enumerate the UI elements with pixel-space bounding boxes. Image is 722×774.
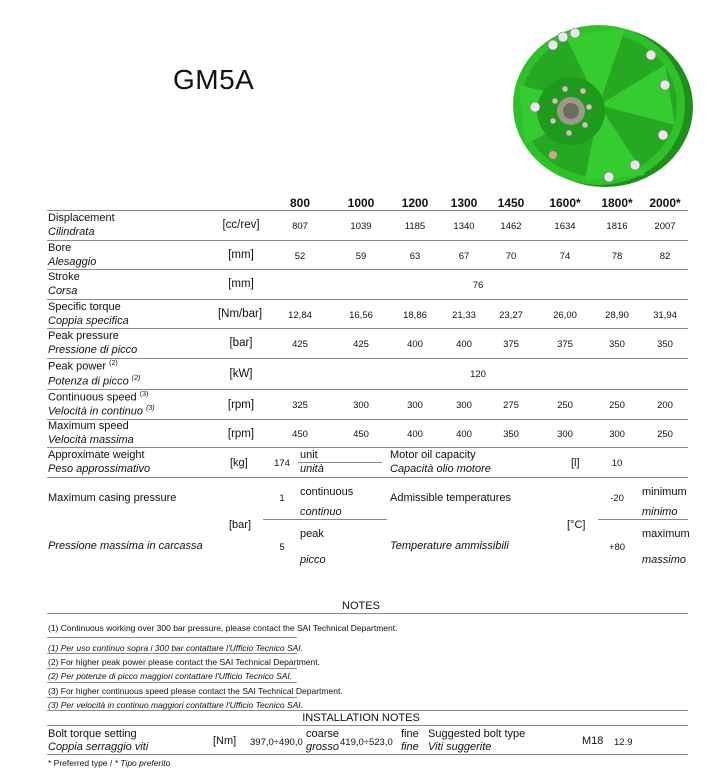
max-speed-value: 300 xyxy=(557,429,573,440)
specific-torque-value: 16,56 xyxy=(349,310,373,321)
specific-torque-label-it: Coppia specifica xyxy=(48,315,129,327)
row-divider xyxy=(47,328,688,329)
oil-label-it: Capacità olio motore xyxy=(390,463,491,475)
peak-power-label-it-text: Potenza di picco xyxy=(48,375,129,388)
row-divider xyxy=(47,358,688,359)
weight-label-it: Peso approssimativo xyxy=(48,463,151,475)
footnote xyxy=(48,758,170,768)
bore-value: 67 xyxy=(458,251,470,262)
specific-torque-unit: [Nm/bar] xyxy=(217,308,263,320)
casing-label-it: Pressione massima in carcassa xyxy=(48,540,203,552)
col-header-1200: 1200 xyxy=(401,196,429,210)
bolt-torque-label-it: Coppia serraggio viti xyxy=(48,741,149,753)
temps-label-it: Temperature ammissibili xyxy=(390,540,509,552)
col-header-1450: 1450 xyxy=(497,196,525,210)
coarse-label: coarse xyxy=(306,728,340,740)
bore-value: 59 xyxy=(355,251,367,262)
continuous-speed-label-it-text: Velocità in continuo xyxy=(48,405,143,418)
continuous-speed-note-ref-it: (3) xyxy=(146,405,155,412)
casing-value-1: 1 xyxy=(279,493,285,504)
row-divider xyxy=(47,447,688,448)
row-divider xyxy=(47,269,688,270)
displacement-value: 807 xyxy=(292,221,308,232)
col-header-1300: 1300 xyxy=(450,196,478,210)
note-1: (1) Continuous working over 300 bar pressure, please contact the SAI Technical Department. xyxy=(48,623,398,633)
continuous-speed-note-ref: (3) xyxy=(139,391,149,398)
displacement-label-it: Cilindrata xyxy=(48,226,95,238)
peak-power-unit: [kW] xyxy=(229,368,253,380)
max-speed-unit: [rpm] xyxy=(227,428,255,440)
displacement-value: 2007 xyxy=(654,221,676,232)
note-divider xyxy=(47,637,297,638)
specific-torque-value: 21,33 xyxy=(452,310,476,321)
peak-pressure-value: 425 xyxy=(292,339,308,350)
continuous-speed-value: 200 xyxy=(657,400,673,411)
col-header-1000: 1000 xyxy=(347,196,375,210)
max-speed-value: 450 xyxy=(292,429,308,440)
stroke-value: 76 xyxy=(472,280,484,291)
install-end-divider xyxy=(47,754,688,755)
peak-power-label xyxy=(48,360,118,373)
bore-label-it: Alesaggio xyxy=(48,256,97,268)
notes-title: NOTES xyxy=(342,600,380,612)
fine-label-it: fine xyxy=(401,741,419,753)
temps-value-1: -20 xyxy=(610,493,624,504)
bore-value: 74 xyxy=(559,251,571,262)
note-2-it: (2) Per potenze di picco maggiori contattare l'Ufficio Tecnico SAI. xyxy=(48,671,293,681)
install-divider xyxy=(47,725,688,726)
stroke-label-it: Corsa xyxy=(48,285,78,297)
coarse-value: 397,0÷490,0 xyxy=(250,737,303,748)
weight-unit-word-it: unità xyxy=(300,463,324,475)
casing-unit: [bar] xyxy=(229,519,252,531)
displacement-value: 1816 xyxy=(606,221,628,232)
oil-label: Motor oil capacity xyxy=(390,449,476,461)
bolt-type-label-it: Viti suggerite xyxy=(428,741,492,753)
bolt-grade-value: 12.9 xyxy=(614,737,633,748)
oil-value: 10 xyxy=(611,458,623,469)
oil-unit: [l] xyxy=(571,457,580,469)
col-header-1800: 1800* xyxy=(601,196,633,210)
peak-pressure-unit: [bar] xyxy=(229,337,253,349)
coarse-label-it: grosso xyxy=(306,741,340,753)
casing-type-1: continuous xyxy=(300,486,354,498)
max-speed-value: 350 xyxy=(503,429,519,440)
max-speed-value: 450 xyxy=(353,429,369,440)
continuous-speed-value: 300 xyxy=(407,400,423,411)
max-speed-label-it: Velocità massima xyxy=(48,434,134,446)
bolt-type-value: M18 xyxy=(582,735,604,747)
continuous-speed-value: 325 xyxy=(292,400,308,411)
max-speed-value: 400 xyxy=(407,429,423,440)
note-divider xyxy=(47,697,297,698)
col-header-1600: 1600* xyxy=(549,196,581,210)
displacement-value: 1462 xyxy=(500,221,522,232)
row-divider xyxy=(47,240,688,241)
col-header-2000: 2000* xyxy=(649,196,681,210)
motor-image xyxy=(505,15,695,190)
displacement-value: 1340 xyxy=(453,221,475,232)
header-divider xyxy=(47,210,688,211)
page-title: GM5A xyxy=(173,64,255,95)
displacement-value: 1634 xyxy=(554,221,576,232)
continuous-speed-label-text: Continuous speed xyxy=(48,391,137,404)
temps-label: Admissible temperatures xyxy=(390,492,512,504)
bore-unit: [mm] xyxy=(228,249,254,261)
fine-label: fine xyxy=(401,728,419,740)
footnote-en: * Preferred type / xyxy=(48,758,113,768)
peak-pressure-value: 350 xyxy=(609,339,625,350)
specific-torque-value: 28,90 xyxy=(605,310,629,321)
peak-power-label-text: Peak power xyxy=(48,360,107,373)
weight-unit-word: unit xyxy=(300,449,318,461)
bore-label: Bore xyxy=(48,242,72,254)
temps-type-2: maximum xyxy=(642,528,690,540)
row-divider xyxy=(47,299,688,300)
continuous-speed-value: 300 xyxy=(456,400,472,411)
casing-label: Maximum casing pressure xyxy=(48,492,177,504)
footnote-it: * Tipo preferito xyxy=(114,758,171,768)
specific-torque-value: 18,86 xyxy=(403,310,427,321)
bore-value: 52 xyxy=(294,251,306,262)
bore-value: 63 xyxy=(409,251,421,262)
casing-type-2-it: picco xyxy=(300,554,326,566)
specific-torque-value: 23,27 xyxy=(499,310,523,321)
stroke-label: Stroke xyxy=(48,271,80,283)
peak-pressure-value: 400 xyxy=(456,339,472,350)
peak-pressure-value: 375 xyxy=(557,339,573,350)
peak-power-label-it xyxy=(48,375,140,388)
temps-type-2-it: massimo xyxy=(642,554,687,566)
row-divider xyxy=(47,477,688,478)
displacement-unit: [cc/rev] xyxy=(222,219,260,231)
row-divider xyxy=(47,389,688,390)
casing-type-2: peak xyxy=(300,528,324,540)
temps-divider xyxy=(598,519,688,520)
weight-unit: [kg] xyxy=(230,457,248,469)
continuous-speed-label xyxy=(48,391,148,404)
row-divider xyxy=(47,419,688,420)
bolt-torque-label: Bolt torque setting xyxy=(48,728,137,740)
peak-pressure-label-it: Pressione di picco xyxy=(48,344,138,356)
peak-pressure-label: Peak pressure xyxy=(48,330,119,342)
specific-torque-label: Specific torque xyxy=(48,301,121,313)
bolt-type-label: Suggested bolt type xyxy=(428,728,526,740)
max-speed-value: 300 xyxy=(609,429,625,440)
specific-torque-value: 26,00 xyxy=(553,310,577,321)
bore-value: 82 xyxy=(659,251,671,262)
temps-value-2: +80 xyxy=(608,542,626,553)
weight-label: Approximate weight xyxy=(48,449,145,461)
specific-torque-value: 12,84 xyxy=(288,310,312,321)
peak-pressure-value: 375 xyxy=(503,339,519,350)
peak-pressure-value: 400 xyxy=(407,339,423,350)
temps-type-1-it: minimo xyxy=(642,506,678,518)
notes-end-divider xyxy=(47,710,688,711)
peak-power-value: 120 xyxy=(470,369,486,380)
note-divider xyxy=(47,653,297,654)
max-speed-value: 250 xyxy=(657,429,673,440)
peak-pressure-value: 350 xyxy=(657,339,673,350)
bore-value: 70 xyxy=(505,251,517,262)
peak-pressure-value: 425 xyxy=(353,339,369,350)
continuous-speed-value: 300 xyxy=(353,400,369,411)
note-divider xyxy=(47,668,297,669)
continuous-speed-label-it xyxy=(48,405,155,418)
note-1-it: (1) Per uso continuo sopra i 300 bar contattare l'Ufficio Tecnico SAI. xyxy=(48,643,304,653)
note-3: (3) For higher continuous speed please contact the SAI Technical Department. xyxy=(48,686,343,696)
displacement-value: 1185 xyxy=(404,221,426,232)
weight-value: 174 xyxy=(274,458,290,469)
casing-value-2: 5 xyxy=(279,542,285,553)
peak-power-note-ref: (2) xyxy=(109,360,118,367)
temps-unit: [°C] xyxy=(567,519,586,531)
specific-torque-value: 31,94 xyxy=(653,310,677,321)
install-title: INSTALLATION NOTES xyxy=(302,712,420,724)
note-2: (2) For higher peak power please contact the SAI Technical Department. xyxy=(48,657,320,667)
note-divider xyxy=(47,682,297,683)
continuous-speed-unit: [rpm] xyxy=(227,399,255,411)
col-header-800: 800 xyxy=(289,196,311,210)
bore-value: 78 xyxy=(611,251,623,262)
temps-type-1: minimum xyxy=(642,486,687,498)
casing-divider xyxy=(263,519,387,520)
notes-divider xyxy=(47,613,688,614)
displacement-value: 1039 xyxy=(350,221,372,232)
casing-type-1-it: continuo xyxy=(300,506,342,518)
stroke-unit: [mm] xyxy=(228,278,254,290)
note-3-it: (3) Per velocità in continuo maggiori contattare l'Ufficio Tecnico SAI. xyxy=(48,700,304,710)
bolt-torque-unit: [Nm] xyxy=(213,735,237,747)
continuous-speed-value: 275 xyxy=(503,400,519,411)
fine-value: 419,0÷523,0 xyxy=(340,737,393,748)
max-speed-label: Maximum speed xyxy=(48,420,129,432)
continuous-speed-value: 250 xyxy=(557,400,573,411)
continuous-speed-value: 250 xyxy=(609,400,625,411)
peak-power-note-ref-it: (2) xyxy=(131,375,141,382)
displacement-label: Displacement xyxy=(48,212,115,224)
max-speed-value: 400 xyxy=(456,429,472,440)
